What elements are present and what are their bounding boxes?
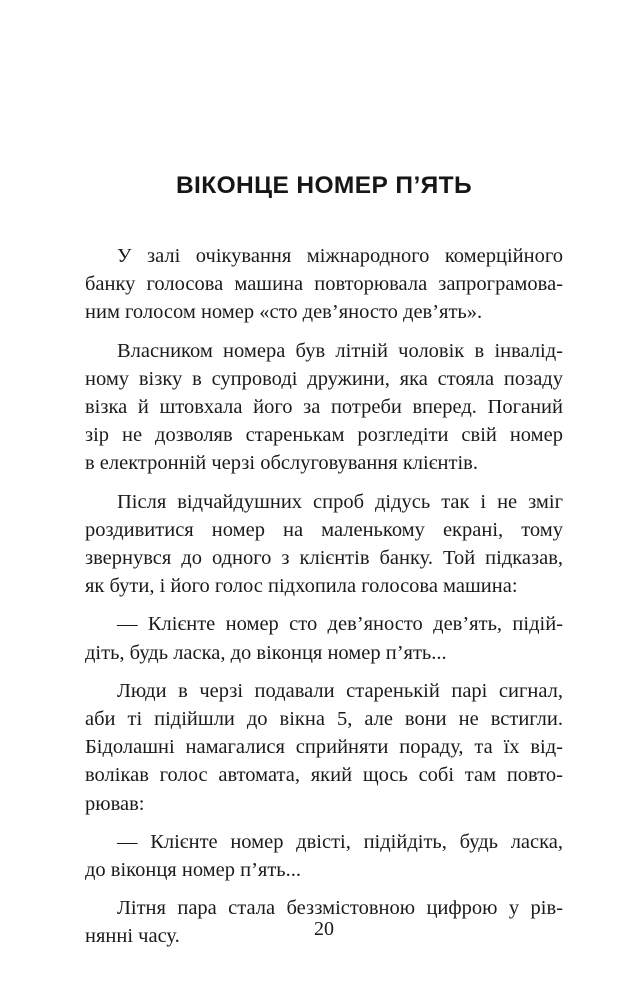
chapter-title: ВІКОНЦЕ НОМЕР П’ЯТЬ: [175, 172, 473, 199]
text-line: У залі очікування міжнародного комерційного: [117, 245, 563, 267]
text-line: ному візку в супроводі дружини, яка стояла позаду: [85, 367, 563, 390]
text-line: звернувся до одного з клієнтів банку. Той підказав,: [85, 547, 563, 570]
text-line: Літня пара стала беззмістовною цифрою у рів-: [117, 897, 563, 920]
text-line: діть, будь ласка, до віконця номер п’ять...: [85, 641, 447, 664]
paragraph-5: [85, 677, 563, 818]
text-line: в електронній черзі обслуговування клієнтів.: [85, 452, 478, 475]
text-line: як бути, і його голос підхопила голосова машина:: [85, 575, 518, 598]
paragraph-1: [85, 242, 563, 327]
text-line: — Клієнте номер сто дев’яносто дев’ять, підій-: [117, 613, 563, 636]
text-line: — Клієнте номер двісті, підійдіть, будь ласка,: [117, 830, 563, 853]
paragraph-4: [85, 610, 563, 666]
text-line: Люди в черзі подавали старенькій парі сигнал,: [117, 679, 563, 702]
paragraph-3: [85, 488, 563, 601]
text-line: візка й штовхала його за потреби вперед. Поганий: [85, 396, 563, 419]
text-line: Власником номера був літній чоловік в інвалід-: [117, 339, 563, 362]
text-line: банку голосова машина повторювала запрограмова-: [85, 273, 563, 296]
text-line: аби ті підійшли до вікна 5, але вони не встигли.: [85, 708, 563, 731]
page-number: 20: [314, 918, 334, 940]
text-line: до віконця номер п’ять...: [85, 859, 302, 882]
text-line: роздивитися номер на маленькому екрані, тому: [85, 518, 563, 541]
text-line: нянні часу.: [85, 925, 180, 948]
paragraph-2: [85, 337, 563, 478]
book-page: [85, 0, 563, 1000]
text-line: Бідолашні намагалися сприйняти пораду, та їх від-: [85, 736, 563, 759]
text-line: зір не дозволяв старенькам розгледіти свій номер: [85, 424, 563, 447]
body-text: [85, 242, 563, 961]
text-line: рював:: [85, 792, 145, 815]
text-line: Після відчайдушних спроб дідусь так і не зміг: [117, 490, 563, 513]
paragraph-6: [85, 828, 563, 884]
text-line: ним голосом номер «сто дев’яносто дев’ять».: [85, 301, 483, 324]
text-line: волікав голос автомата, який щось собі там повто-: [85, 764, 563, 787]
